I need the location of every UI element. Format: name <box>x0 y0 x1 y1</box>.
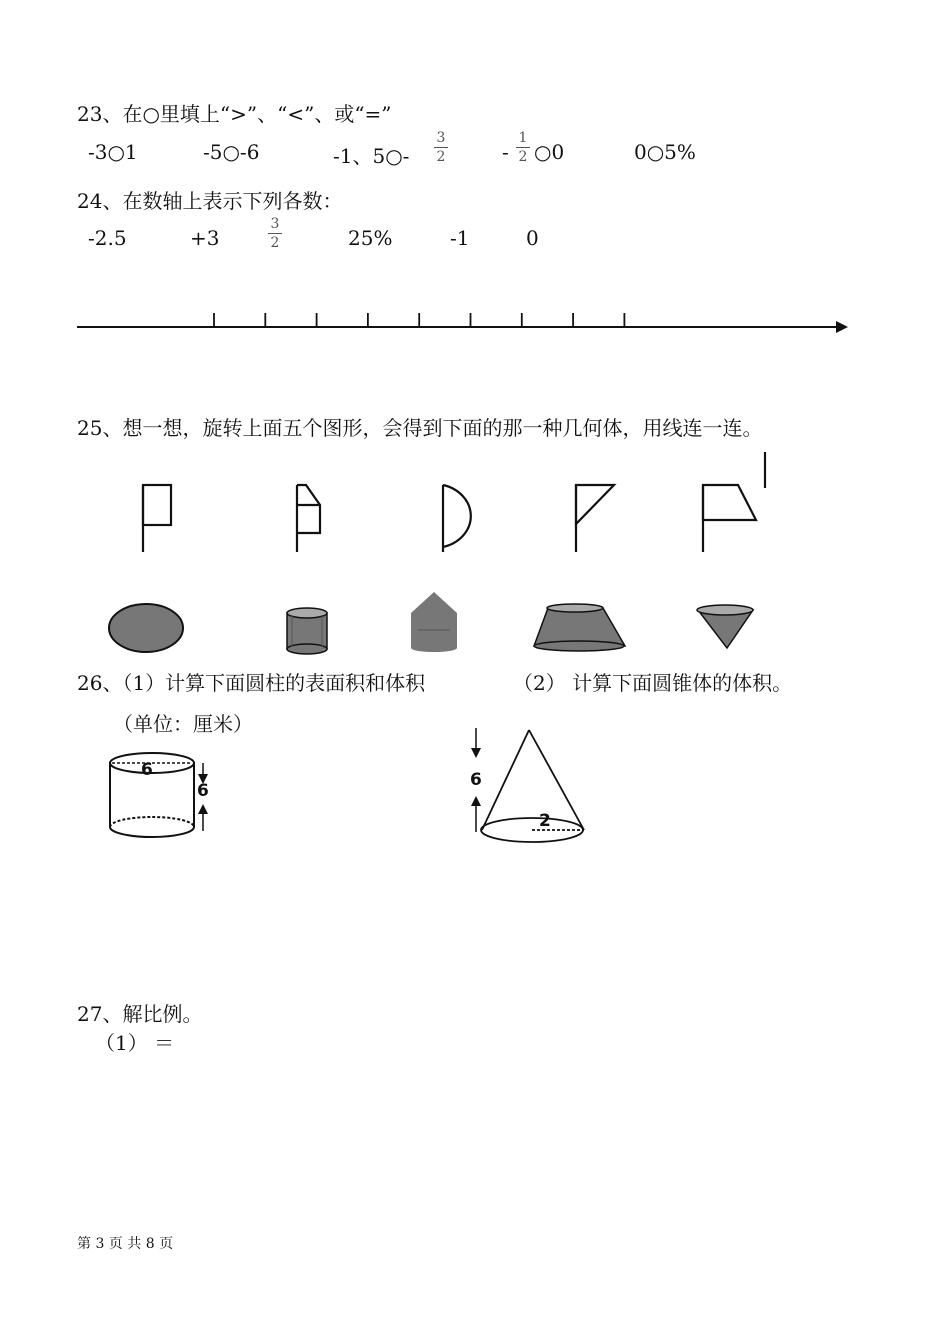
q23-title: 23、在○里填上“>”、“<”、或“=” <box>77 102 392 126</box>
q24-number-2: +3 <box>190 226 220 250</box>
q25-title: 25、想一想，旋转上面五个图形，会得到下面的那一种几何体，用线连一连。 <box>77 416 763 440</box>
q23-fraction-a: 3 2 <box>434 130 448 165</box>
q24-number-3: 25% <box>348 226 393 250</box>
q24-number-1: -2.5 <box>88 226 127 250</box>
q23-item-4-sign: - <box>502 140 509 164</box>
number-line <box>0 0 950 360</box>
cylinder-diameter-label: 6 <box>141 760 153 780</box>
q23-item-2: -5○-6 <box>203 140 260 164</box>
q26-part2: （2） 计算下面圆锥体的体积。 <box>513 671 793 695</box>
semicircle-flag-shape <box>443 485 471 552</box>
q23-fraction-b: 1 2 <box>516 130 530 165</box>
q24-number-4: -1 <box>450 226 470 250</box>
rectangle-flag-shape <box>143 485 171 552</box>
cylinder-height-label: 6 <box>197 781 209 801</box>
trapezoid-flag-shape <box>703 485 756 552</box>
q24-title: 24、在数轴上表示下列各数： <box>77 189 343 213</box>
triangle-flag-shape <box>576 485 614 552</box>
q23-item-1: -3○1 <box>88 140 138 164</box>
q26-unit: （单位：厘米） <box>113 712 253 736</box>
number-line-arrow <box>836 321 848 333</box>
q24-number-5: 0 <box>526 226 539 250</box>
solid-shapes <box>0 590 950 660</box>
page-footer: 第 3 页 共 8 页 <box>77 1236 174 1252</box>
cone-solid <box>697 605 753 648</box>
trapezoid-rectangle-flag-shape <box>297 485 320 552</box>
q24-fraction: 3 2 <box>268 216 282 251</box>
q23-item-4: ○0 <box>534 140 565 164</box>
number-line-ticks <box>214 313 624 327</box>
q27-title: 27、解比例。 <box>77 1002 203 1026</box>
flat-shapes <box>0 440 950 560</box>
cone-on-cylinder-solid <box>411 592 457 652</box>
q27-item-1: （1） ＝ <box>95 1031 175 1055</box>
cylinder-solid <box>287 608 327 654</box>
cone-height-label: 6 <box>470 770 482 790</box>
cone-radius-label: 2 <box>539 811 551 831</box>
frustum-solid <box>534 604 625 651</box>
sphere-solid <box>109 604 183 652</box>
q26-title: 26、（1）计算下面圆柱的表面积和体积 <box>77 671 426 695</box>
q23-item-3: -1、5○- <box>333 144 410 168</box>
q23-item-5: 0○5% <box>634 140 696 164</box>
